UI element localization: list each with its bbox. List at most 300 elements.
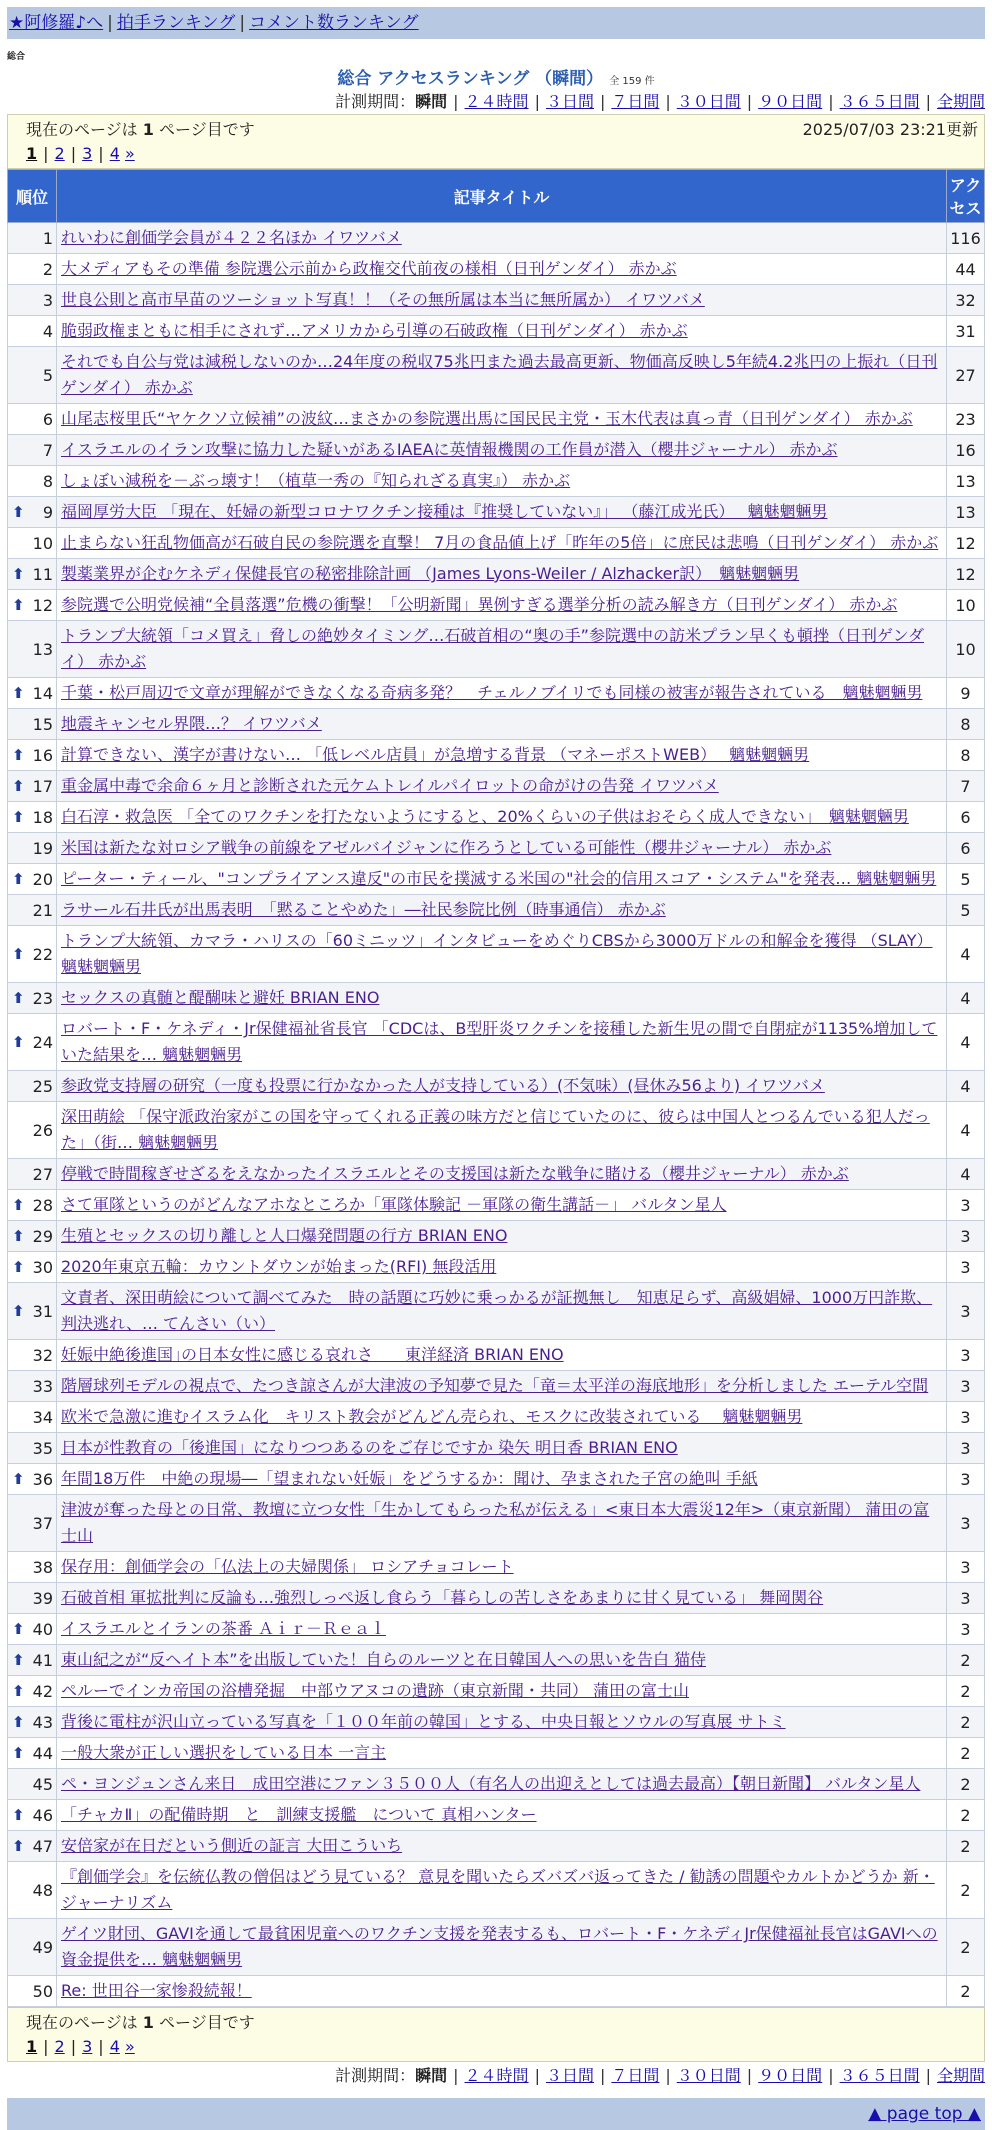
rank-number: 12 [32, 595, 53, 615]
rank-cell [8, 802, 57, 833]
article-link[interactable]: 止まらない狂乱物価高が石破自民の参院選を直撃！ 7月の食品値上げ「昨年の5倍」に庶民は悲鳴（日刊ゲンダイ） 赤かぶ [61, 533, 939, 552]
arrow-up-icon: ⬆ [12, 1470, 25, 1488]
access-count: 3 [947, 1371, 985, 1402]
article-link[interactable]: 大メディアもその準備 参院選公示前から政権交代前夜の様相（日刊ゲンダイ） 赤かぶ [61, 259, 677, 278]
title-cell [57, 497, 947, 528]
rank-cell [8, 466, 57, 497]
rank-cell [8, 1862, 57, 1919]
access-count: 116 [947, 223, 985, 254]
article-link[interactable]: 米国は新たな対ロシア戦争の前線をアゼルバイジャンに作ろうとしている可能性（櫻井ジャーナル） 赤かぶ [61, 838, 832, 857]
title-cell [57, 771, 947, 802]
access-count: 2 [947, 1831, 985, 1862]
access-count: 10 [947, 590, 985, 621]
access-count: 23 [947, 404, 985, 435]
article-link[interactable]: 重金属中毒で余命６ヶ月と診断された元ケムトレイルパイロットの命がけの告発 イワツバメ [61, 776, 719, 795]
rank-cell [8, 1707, 57, 1738]
article-link[interactable]: 日本が性教育の「後進国」になりつつあるのをご存じですか 染矢 明日香 BRIAN ENO [61, 1438, 678, 1457]
rank-cell [8, 590, 57, 621]
rank-cell [8, 864, 57, 895]
article-link[interactable]: 参院選で公明党候補“全員落選”危機の衝撃！「公明新聞」異例すぎる選挙分析の読み解き方（日刊ゲンダイ） 赤かぶ [61, 595, 898, 614]
article-link[interactable]: トランプ大統領、カマラ・ハリスの「60ミニッツ」インタビューをめぐりCBSから3000万ドルの和解金を獲得 （SLAY） 魑魅魍魎男 [61, 931, 933, 976]
table-row [8, 435, 985, 466]
arrow-up-icon: ⬆ [12, 1682, 25, 1700]
article-link[interactable]: それでも自公与党は減税しないのか…24年度の税収75兆円また過去最高更新、物価高反映し5年続4.2兆円の上振れ（日刊ゲンダイ） 赤かぶ [61, 352, 938, 397]
period-link-6[interactable]: ３６５日間 [839, 92, 920, 111]
rank-cell [8, 223, 57, 254]
table-row [8, 223, 985, 254]
table-row [8, 1495, 985, 1552]
rank-cell [8, 1102, 57, 1159]
table-row [8, 254, 985, 285]
title-cell [57, 833, 947, 864]
arrow-up-icon: ⬆ [12, 1227, 25, 1245]
rank-number: 22 [32, 944, 53, 964]
period-separator: | [453, 2066, 459, 2085]
table-row [8, 621, 985, 678]
pager-status-row [26, 117, 978, 142]
table-row [8, 833, 985, 864]
rank-cell [8, 1252, 57, 1283]
period-current: 瞬間 [415, 92, 448, 111]
arrow-up-icon: ⬆ [12, 1744, 25, 1762]
rank-number: 4 [42, 321, 53, 341]
table-row [8, 1976, 985, 2007]
table-row [8, 678, 985, 709]
article-link[interactable]: 生殖とセックスの切り離しと人口爆発問題の行方 BRIAN ENO [61, 1226, 508, 1245]
rank-number: 27 [32, 1164, 53, 1184]
rank-cell [8, 1919, 57, 1976]
rank-cell [8, 1371, 57, 1402]
period-separator: | [599, 92, 606, 111]
pagination-separator: | [70, 2037, 77, 2056]
article-link[interactable]: ロバート・F・ケネディ・Jr保健福祉省長官 「CDCは、B型肝炎ワクチンを接種した新生児の間で自閉症が1135%増加していた結果を… 魑魅魍魎男 [61, 1019, 938, 1064]
table-row [8, 404, 985, 435]
page-suffix: ページ目です [153, 2013, 255, 2032]
rank-cell [8, 1340, 57, 1371]
table-row [8, 466, 985, 497]
arrow-up-icon: ⬆ [12, 808, 25, 826]
access-count: 3 [947, 1614, 985, 1645]
rank-number: 43 [32, 1712, 53, 1732]
article-link[interactable]: 山尾志桜里氏“ヤケクソ立候補”の波紋…まさかの参院選出馬に国民民主党・玉木代表は真っ青（日刊ゲンダイ） 赤かぶ [61, 409, 913, 428]
access-count: 2 [947, 1676, 985, 1707]
table-row [8, 590, 985, 621]
period-label: 計測期間： [335, 92, 416, 111]
arrow-up-icon: ⬆ [12, 746, 25, 764]
pagination-separator: | [98, 144, 104, 163]
pager-box [7, 114, 985, 169]
period-label: 計測期間： [335, 2066, 416, 2085]
arrow-up-icon: ⬆ [12, 1806, 25, 1824]
rank-cell [8, 1464, 57, 1495]
pagination-next[interactable]: » [124, 144, 135, 163]
rank-cell [8, 1800, 57, 1831]
table-row [8, 1583, 985, 1614]
rank-number: 37 [32, 1513, 53, 1533]
rank-header: 順位 [8, 170, 57, 223]
article-link[interactable]: 欧米で急激に進むイスラム化 キリスト教会がどんどん売られ、モスクに改装されている 魑魅魍魎男 [61, 1407, 803, 1426]
article-link[interactable]: 年間18万件 中絶の現場―「望まれない妊娠」をどうするか：聞け、孕まされた子宮の絶叫 手紙 [61, 1469, 758, 1488]
period-link-1[interactable]: ２４時間 [464, 92, 529, 111]
article-link[interactable]: 参政党支持層の研究（一度も投票に行かなかった人が支持している）(不気味）(昼休み56より) イワツバメ [61, 1076, 825, 1095]
arrow-up-icon: ⬆ [12, 684, 25, 702]
article-link[interactable]: 津波が奪った母との日常、教壇に立つ女性「生かしてもらった私が伝える」<東日本大震災12年>（東京新聞） 蒲田の富士山 [61, 1500, 930, 1545]
period-link-2[interactable]: ３日間 [545, 92, 594, 111]
arrow-up-icon: ⬆ [12, 1196, 25, 1214]
table-row [8, 802, 985, 833]
title-cell [57, 1800, 947, 1831]
access-count: 12 [947, 559, 985, 590]
article-link[interactable]: 千葉・松戸周辺で文章が理解ができなくなる奇病多発？ チェルノブイリでも同様の被害が報告されている 魑魅魍魎男 [61, 683, 923, 702]
period-current: 瞬間 [415, 2066, 448, 2085]
table-row [8, 497, 985, 528]
title-cell [57, 435, 947, 466]
pagination-page-4[interactable]: 4 [109, 144, 120, 163]
article-link[interactable]: イスラエルとイランの茶番 Ａｉｒ－Ｒｅａｌ [61, 1619, 386, 1638]
title-cell [57, 1433, 947, 1464]
article-link[interactable]: れいわに創価学会員が４２２名ほか イワツバメ [61, 228, 402, 247]
table-row [8, 285, 985, 316]
table-row [8, 528, 985, 559]
article-link[interactable]: 一般大衆が正しい選択をしている日本 一言主 [61, 1743, 387, 1762]
access-count: 2 [947, 1862, 985, 1919]
rank-cell [8, 1976, 57, 2007]
table-row [8, 1769, 985, 1800]
rank-number: 36 [32, 1469, 53, 1489]
rank-cell [8, 1769, 57, 1800]
access-count: 2 [947, 1919, 985, 1976]
title-cell [57, 1159, 947, 1190]
arrow-up-icon: ⬆ [12, 503, 25, 521]
title-cell [57, 983, 947, 1014]
rank-number: 50 [32, 1981, 53, 2001]
title-cell [57, 1919, 947, 1976]
table-row [8, 1707, 985, 1738]
rank-number: 35 [32, 1438, 53, 1458]
title-cell [57, 1831, 947, 1862]
title-cell [57, 1464, 947, 1495]
rank-number: 32 [32, 1345, 53, 1365]
title-cell [57, 254, 947, 285]
article-link[interactable]: 地震キャンセル界隈…？ イワツバメ [61, 714, 322, 733]
article-link[interactable]: イスラエルのイラン攻撃に協力した疑いがあるIAEAに英情報機関の工作員が潜入（櫻井ジャーナル） 赤かぶ [61, 440, 838, 459]
table-row [8, 1252, 985, 1283]
rank-cell [8, 559, 57, 590]
access-count: 13 [947, 466, 985, 497]
table-row [8, 1371, 985, 1402]
period-selector [7, 90, 985, 114]
title-cell [57, 1976, 947, 2007]
pagination-separator: | [43, 144, 49, 163]
article-link[interactable]: ゲイツ財団、GAVIを通して最貧困児童へのワクチン支援を発表するも、ロバート・F・ケネディJr保健福祉長官はGAVIへの資金提供を… 魑魅魍魎男 [61, 1924, 938, 1969]
article-link[interactable]: ピーター・ティール、"コンプライアンス違反"の市民を撲滅する米国の"社会的信用スコア・システム"を発表… 魑魅魍魎男 [61, 869, 937, 888]
period-separator: | [665, 92, 671, 111]
rank-number: 14 [32, 683, 53, 703]
rank-number: 25 [32, 1076, 53, 1096]
access-count: 10 [947, 621, 985, 678]
rank-cell [8, 771, 57, 802]
period-link-5[interactable]: ９０日間 [758, 92, 823, 111]
period-link-3[interactable]: ７日間 [611, 92, 660, 111]
pagination-page-2[interactable]: 2 [54, 2037, 65, 2056]
title-cell [57, 1283, 947, 1340]
rank-number: 49 [32, 1937, 53, 1957]
article-link[interactable]: 妊娠中絶後進国｣の日本女性に感じる哀れさ 東洋経済 BRIAN ENO [61, 1345, 564, 1364]
ranking-table [7, 169, 985, 2007]
title-cell [57, 1645, 947, 1676]
title-cell [57, 1707, 947, 1738]
comment-ranking-link[interactable]: コメント数ランキング [249, 13, 419, 33]
rank-number: 21 [32, 900, 53, 920]
article-link[interactable]: 背後に電柱が沢山立っている写真を「１００年前の韓国」とする、中央日報とソウルの写真展 サトミ [61, 1712, 786, 1731]
arrow-up-icon: ⬆ [12, 1837, 25, 1855]
article-link[interactable]: 『創価学会』を伝統仏教の僧侶はどう見ている？ 意見を聞いたらズバズバ返ってきた / 勧誘の問題やカルトかどうか 新・ジャーナリズム [61, 1867, 935, 1912]
access-count: 44 [947, 254, 985, 285]
table-row [8, 1402, 985, 1433]
pagination-separator: | [70, 144, 77, 163]
article-link[interactable]: しょぼい減税を－ぶっ壊す！（植草一秀の『知られざる真実』） 赤かぶ [61, 471, 571, 490]
article-link[interactable]: 計算できない、漢字が書けない… 「低レベル店員」が急増する背景 （マネーポストWEB） 魑魅魍魎男 [61, 745, 810, 764]
title-cell [57, 1190, 947, 1221]
category-label: 総合 [7, 52, 26, 62]
arrow-up-icon: ⬆ [12, 945, 25, 963]
current-page-text [26, 2010, 255, 2035]
access-count: 7 [947, 771, 985, 802]
rank-number: 9 [42, 502, 53, 522]
rank-number: 10 [32, 533, 53, 553]
article-link[interactable]: ペルーでインカ帝国の浴槽発掘 中部ウアヌコの遺跡（東京新聞・共同） 蒲田の富士山 [61, 1681, 689, 1700]
table-row [8, 1433, 985, 1464]
article-link[interactable]: 深田萌絵 「保守派政治家がこの国を守ってくれる正義の味方だと信じていたのに、彼らは中国人とつるんでいる犯人だった」（街… 魑魅魍魎男 [61, 1107, 930, 1152]
access-count: 8 [947, 709, 985, 740]
article-link[interactable]: 白石淳・救急医 「全てのワクチンを打たないようにすると、20%くらいの子供はおそらく成人できない」 魑魅魍魎男 [61, 807, 909, 826]
article-link[interactable]: 脆弱政権まともに相手にされず…アメリカから引導の石破政権（日刊ゲンダイ） 赤かぶ [61, 321, 688, 340]
access-count: 3 [947, 1252, 985, 1283]
title-cell [57, 864, 947, 895]
rank-number: 28 [32, 1195, 53, 1215]
access-count: 3 [947, 1433, 985, 1464]
clap-ranking-link[interactable]: 拍手ランキング [116, 13, 236, 33]
table-row [8, 1676, 985, 1707]
period-link-3[interactable]: ７日間 [611, 2066, 660, 2085]
page-top-link[interactable]: ▲ page top ▲ [868, 2104, 981, 2124]
table-row [8, 1283, 985, 1340]
rank-cell [8, 1552, 57, 1583]
pager-box-bottom [7, 2007, 985, 2062]
access-count: 12 [947, 528, 985, 559]
title-cell [57, 802, 947, 833]
period-link-4[interactable]: ３０日間 [676, 92, 741, 111]
access-count: 4 [947, 1159, 985, 1190]
access-count: 4 [947, 1102, 985, 1159]
rank-cell [8, 895, 57, 926]
article-link[interactable]: 製薬業界が企むケネディ保健長官の秘密排除計画 （James Lyons-Weiler / Alzhacker訳） 魑魅魍魎男 [61, 564, 800, 583]
rank-number: 26 [32, 1120, 53, 1140]
ranking-title: 総合 アクセスランキング （瞬間） [337, 69, 604, 89]
rank-number: 24 [32, 1032, 53, 1052]
article-link[interactable]: トランプ大統領「コメ買え」脅しの絶妙タイミング…石破首相の“奥の手”参院選中の訪米プラン早くも頓挫（日刊ゲンダイ） 赤かぶ [61, 626, 924, 671]
pagination [26, 142, 978, 166]
rank-cell [8, 678, 57, 709]
access-count: 5 [947, 895, 985, 926]
table-row [8, 1738, 985, 1769]
footer-bar [7, 2098, 985, 2130]
rank-cell [8, 983, 57, 1014]
rank-number: 33 [32, 1376, 53, 1396]
rank-number: 47 [32, 1836, 53, 1856]
title-cell [57, 678, 947, 709]
pagination-page-3[interactable]: 3 [82, 2037, 93, 2056]
table-row [8, 1645, 985, 1676]
rank-number: 45 [32, 1774, 53, 1794]
rank-cell [8, 1283, 57, 1340]
rank-number: 8 [42, 471, 53, 491]
current-page-text [26, 117, 255, 142]
pagination-next[interactable]: » [124, 2037, 135, 2056]
access-count: 3 [947, 1583, 985, 1614]
rank-cell [8, 254, 57, 285]
period-link-5[interactable]: ９０日間 [758, 2066, 823, 2085]
rank-cell [8, 1645, 57, 1676]
rank-number: 3 [42, 290, 53, 310]
access-count: 3 [947, 1190, 985, 1221]
title-cell [57, 709, 947, 740]
title-cell [57, 1102, 947, 1159]
home-link[interactable]: ★阿修羅♪へ [9, 13, 104, 33]
title-cell [57, 1221, 947, 1252]
period-link-1[interactable]: ２４時間 [464, 2066, 529, 2085]
title-cell [57, 926, 947, 983]
access-count: 6 [947, 833, 985, 864]
access-count: 4 [947, 1071, 985, 1102]
access-count: 4 [947, 1014, 985, 1071]
pagination-separator: | [43, 2037, 49, 2056]
article-link[interactable]: 2020年東京五輪：カウントダウンが始まった(RFI) 無段活用 [61, 1257, 497, 1276]
access-count: 16 [947, 435, 985, 466]
period-separator: | [828, 2066, 834, 2085]
article-link[interactable]: 階層球列モデルの視点で、たつき諒さんが大津波の予知夢で見た「竜＝太平洋の海底地形」を分析しました エーテル空間 [61, 1376, 929, 1395]
title-cell [57, 1371, 947, 1402]
period-link-7[interactable]: 全期間 [936, 2066, 985, 2085]
rank-cell [8, 621, 57, 678]
period-separator: | [453, 92, 459, 111]
article-link[interactable]: 安倍家が在日だという側近の証言 大田こういち [61, 1836, 403, 1855]
access-count: 5 [947, 864, 985, 895]
table-row [8, 1221, 985, 1252]
article-link[interactable]: 石破首相 軍拡批判に反論も…強烈しっぺ返し食らう「暮らしの苦しさをあまりに甘く見ている」 舞岡関谷 [61, 1588, 824, 1607]
table-row [8, 347, 985, 404]
article-link[interactable]: さて軍隊というのがどんなアホなところか「軍隊体験記 －軍隊の衛生講話－」 バルタン星人 [61, 1195, 727, 1214]
access-count: 27 [947, 347, 985, 404]
article-link[interactable]: 文責者、深田萌絵について調べてみた 時の話題に巧妙に乗っかるが証拠無し 知恵足らず、高級娼婦、1000万円詐欺、判決逃れ、… てんさい（い） [61, 1288, 933, 1333]
pagination-page-3[interactable]: 3 [82, 144, 93, 163]
period-link-4[interactable]: ３０日間 [676, 2066, 741, 2085]
title-cell [57, 1014, 947, 1071]
title-cell [57, 1738, 947, 1769]
article-link[interactable]: セックスの真髄と醍醐味と避妊 BRIAN ENO [61, 988, 380, 1007]
article-link[interactable]: Re: 世田谷一家惨殺続報！ [61, 1981, 252, 2000]
table-row [8, 709, 985, 740]
access-count: 2 [947, 1769, 985, 1800]
table-row [8, 1340, 985, 1371]
rank-cell [8, 528, 57, 559]
access-count: 3 [947, 1495, 985, 1552]
article-link[interactable]: ラサール石井氏が出馬表明 「黙ることやめた」―社民参院比例（時事通信） 赤かぶ [61, 900, 666, 919]
article-link[interactable]: 世良公則と高市早苗のツーショット写真！！（その無所属は本当に無所属か） イワツバメ [61, 290, 705, 309]
rank-number: 18 [32, 807, 53, 827]
title-header: 記事タイトル [57, 170, 947, 223]
title-cell [57, 621, 947, 678]
rank-cell [8, 1159, 57, 1190]
title-cell [57, 1769, 947, 1800]
rank-cell [8, 1831, 57, 1862]
pagination-page-2[interactable]: 2 [54, 144, 65, 163]
period-link-2[interactable]: ３日間 [545, 2066, 594, 2085]
title-cell [57, 466, 947, 497]
period-separator: | [665, 2066, 671, 2085]
rank-cell [8, 833, 57, 864]
access-count: 2 [947, 1800, 985, 1831]
arrow-up-icon: ⬆ [12, 777, 25, 795]
title-cell [57, 1614, 947, 1645]
rank-number: 29 [32, 1226, 53, 1246]
table-row [8, 1190, 985, 1221]
period-link-6[interactable]: ３６５日間 [839, 2066, 920, 2085]
rank-cell [8, 1738, 57, 1769]
arrow-up-icon: ⬆ [12, 1258, 25, 1276]
article-link[interactable]: ペ・ヨンジュンさん来日 成田空港にファン３５００人（有名人の出迎えとしては過去最高）【朝日新聞】 バルタン星人 [61, 1774, 921, 1793]
article-link[interactable]: 東山紀之が“反ヘイト本”を出版していた！自らのルーツと在日韓国人への思いを告白 猫侍 [61, 1650, 707, 1669]
title-cell [57, 1495, 947, 1552]
arrow-up-icon: ⬆ [12, 1302, 25, 1320]
period-link-7[interactable]: 全期間 [936, 92, 985, 111]
rank-cell [8, 497, 57, 528]
period-selector-bottom [7, 2064, 985, 2088]
rank-cell [8, 1221, 57, 1252]
article-link[interactable]: 「チャカⅡ」の配備時期 と 訓練支援艦 について 真相ハンター [61, 1805, 537, 1824]
rank-number: 20 [32, 869, 53, 889]
table-row [8, 559, 985, 590]
access-count: 2 [947, 1976, 985, 2007]
rank-number: 46 [32, 1805, 53, 1825]
rank-cell [8, 1190, 57, 1221]
access-count: 3 [947, 1221, 985, 1252]
table-row [8, 1919, 985, 1976]
access-count: 6 [947, 802, 985, 833]
period-separator: | [925, 2066, 931, 2085]
rank-number: 2 [42, 259, 53, 279]
period-separator: | [534, 2066, 540, 2085]
arrow-up-icon: ⬆ [12, 596, 25, 614]
rank-number: 39 [32, 1588, 53, 1608]
title-cell [57, 740, 947, 771]
pagination-current: 1 [26, 144, 38, 163]
article-link[interactable]: 保存用：創価学会の「仏法上の夫婦関係」 ロシアチョコレート [61, 1557, 514, 1576]
pagination-page-4[interactable]: 4 [109, 2037, 120, 2056]
rank-number: 16 [32, 745, 53, 765]
rank-number: 42 [32, 1681, 53, 1701]
article-link[interactable]: 停戦で時間稼ぎせざるをえなかったイスラエルとその支援国は新たな戦争に賭ける（櫻井ジャーナル） 赤かぶ [61, 1164, 849, 1183]
access-count: 8 [947, 740, 985, 771]
access-count: 4 [947, 926, 985, 983]
rank-number: 41 [32, 1650, 53, 1670]
rank-cell [8, 316, 57, 347]
arrow-up-icon: ⬆ [12, 565, 25, 583]
rank-cell [8, 347, 57, 404]
article-link[interactable]: 福岡厚労大臣 「現在、妊婦の新型コロナワクチン接種は『推奨していない』」 （藤江成光氏） 魑魅魍魎男 [61, 502, 828, 521]
period-separator: | [746, 2066, 753, 2085]
rank-number: 40 [32, 1619, 53, 1639]
